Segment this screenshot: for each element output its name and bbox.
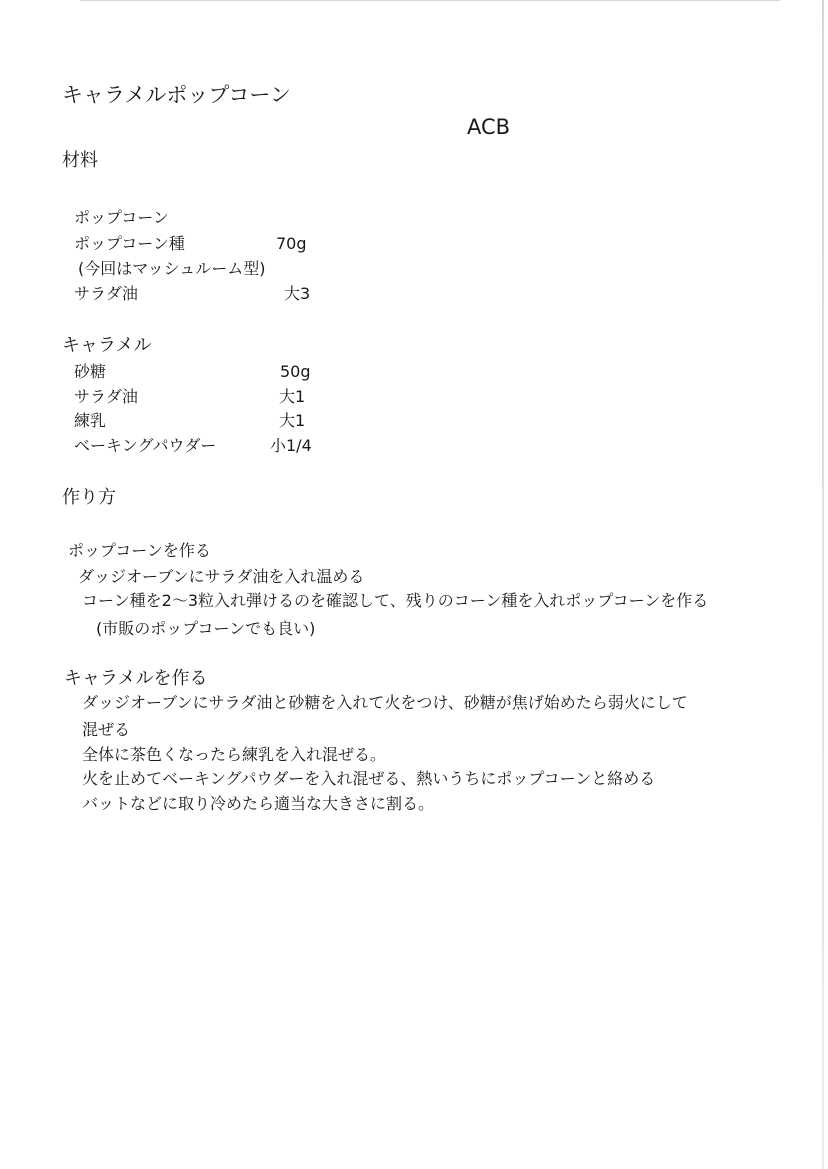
method-step: ダッジオーブンにサラダ油と砂糖を入れて火をつけ、砂糖が焦げ始めたら弱火にして — [82, 693, 688, 712]
ingredient-note: (今回はマッシュルーム型) — [78, 259, 266, 278]
method-step: 混ぜる — [82, 720, 131, 739]
ingredient-name: 砂糖 — [74, 362, 107, 381]
ingredient-qty: 小1/4 — [270, 436, 312, 455]
method-step: 火を止めてベーキングパウダーを入れ混ぜる、熱いうちにポップコーンと絡める — [82, 769, 656, 788]
caramel-ingredients-heading: キャラメル — [62, 335, 152, 356]
ingredient-qty: 大3 — [284, 284, 311, 303]
scan-edge-right — [822, 0, 824, 1169]
ingredient-qty: 大1 — [279, 411, 306, 430]
ingredient-name: ポップコーン種 — [74, 234, 185, 253]
ingredient-qty: 大1 — [279, 387, 306, 406]
ingredient-name: サラダ油 — [74, 284, 138, 303]
ingredient-name: サラダ油 — [74, 387, 138, 406]
ingredient-name: 練乳 — [74, 411, 107, 430]
method-step: コーン種を2～3粒入れ弾けるのを確認して、残りのコーン種を入れポップコーンを作る — [82, 591, 709, 610]
ingredient-qty: 50g — [280, 362, 311, 381]
author-name: ACB — [467, 115, 511, 139]
method-step: バットなどに取り冷めたら適当な大きさに割る。 — [82, 794, 435, 813]
method-heading: 作り方 — [62, 487, 116, 508]
method-step: 全体に茶色くなったら練乳を入れ混ぜる。 — [82, 745, 387, 764]
caramel-method-heading: キャラメルを作る — [64, 668, 208, 689]
ingredient-qty: 70g — [276, 234, 307, 253]
recipe-title: キャラメルポップコーン — [62, 83, 291, 107]
popcorn-method-heading: ポップコーンを作る — [68, 541, 211, 560]
scan-edge-top — [80, 0, 780, 1]
popcorn-ingredients-heading: ポップコーン — [74, 208, 169, 227]
ingredient-name: ベーキングパウダー — [74, 436, 217, 455]
method-note: (市販のポップコーンでも良い) — [96, 619, 316, 638]
method-step: ダッジオーブンにサラダ油を入れ温める — [78, 567, 365, 586]
ingredients-heading: 材料 — [62, 150, 98, 171]
